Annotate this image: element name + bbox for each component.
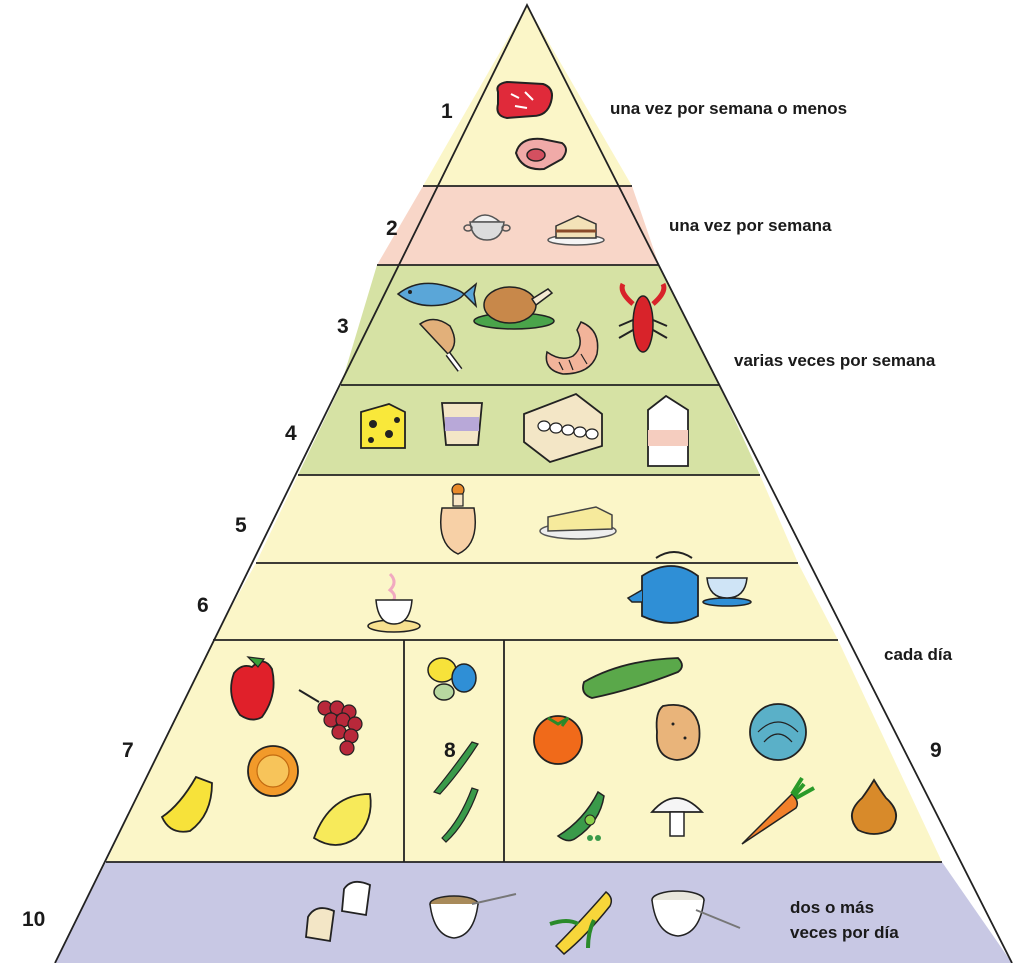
tier-2-number: 2	[386, 217, 398, 240]
yogurt-icon	[442, 403, 482, 445]
tier-8-number: 8	[444, 739, 456, 762]
tier-5-number: 5	[235, 514, 247, 537]
tier-7-9-band	[106, 640, 942, 862]
milk-carton-icon	[648, 396, 688, 466]
tomato-icon	[534, 716, 582, 764]
frequency-label-tier-2: una vez por semana	[669, 216, 832, 235]
frequency-label-daily: cada día	[884, 645, 953, 664]
frequency-label-tier-1: una vez por semana o menos	[610, 99, 848, 118]
tier-6-number: 6	[197, 594, 209, 617]
tier-5-band	[256, 475, 798, 563]
tier-7-number: 7	[122, 739, 134, 762]
cheese-icon	[361, 404, 405, 448]
frequency-label-tier-10-line1: dos o más	[790, 898, 875, 917]
steak-icon	[497, 82, 552, 118]
cabbage-icon	[750, 704, 806, 760]
frequency-label-tier-10-line2: veces por día	[790, 923, 899, 942]
tier-4-number: 4	[285, 422, 297, 445]
tier-10-number: 10	[22, 908, 46, 931]
tier-3-number: 3	[337, 315, 349, 338]
frequency-label-tier-3: varias veces por semana	[734, 351, 936, 370]
orange-icon	[248, 746, 298, 796]
potato-icon	[657, 705, 700, 760]
tier-1-number: 1	[441, 100, 453, 123]
tier-9-number: 9	[930, 739, 942, 762]
